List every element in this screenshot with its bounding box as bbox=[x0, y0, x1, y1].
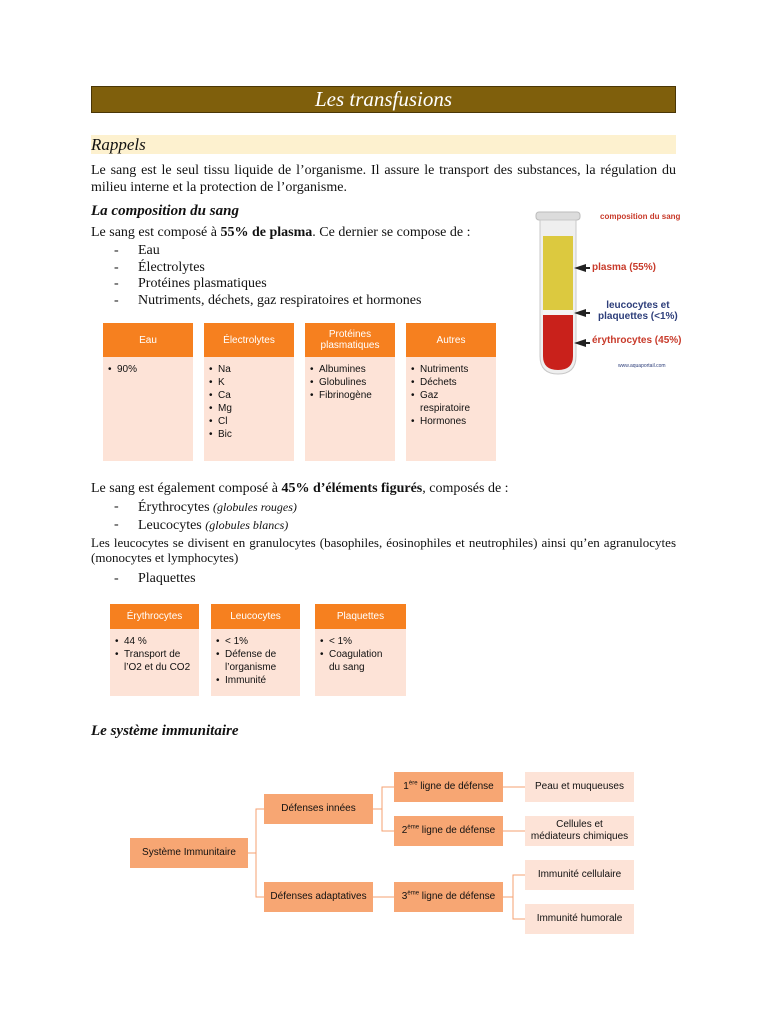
list-item: - Protéines plasmatiques bbox=[114, 276, 267, 291]
list-item: • Albumines bbox=[319, 363, 391, 376]
list-item: • Fibrinogène bbox=[319, 389, 391, 402]
list-item: • K bbox=[218, 376, 290, 389]
plasma-sentence: Le sang est composé à 55% de plasma. Ce dernier se compose de : bbox=[91, 225, 471, 240]
list-item: • Défense de l’organisme bbox=[225, 648, 292, 674]
card-header: Leucocytes bbox=[211, 604, 300, 629]
subheading-immune: Le système immunitaire bbox=[91, 723, 239, 739]
list-item: • Coagulation du sang bbox=[329, 648, 396, 674]
list-item: • Na bbox=[218, 363, 290, 376]
list-item: • 44 % bbox=[124, 635, 191, 648]
list-item: - Électrolytes bbox=[114, 259, 205, 275]
list-item: • Hormones bbox=[420, 415, 482, 428]
figure-title: composition du sang bbox=[600, 212, 681, 221]
node-ligne-2: 2ème ligne de défense bbox=[394, 816, 503, 846]
list-item: • Déchets bbox=[420, 376, 482, 389]
list-item: • Gaz respiratoire bbox=[420, 389, 482, 415]
card-header: Autres bbox=[406, 323, 496, 357]
node-systeme-immunitaire: Système Immunitaire bbox=[130, 838, 248, 868]
card-header: Plaquettes bbox=[315, 604, 406, 629]
list-item: • < 1% bbox=[225, 635, 292, 648]
card-header: Protéines plasmatiques bbox=[305, 323, 395, 357]
card-header: Érythrocytes bbox=[110, 604, 199, 629]
list-item: - Leucocytes (globules blancs) bbox=[114, 516, 289, 533]
node-ligne-3: 3ème ligne de défense bbox=[394, 882, 503, 912]
page-title: Les transfusions bbox=[91, 86, 676, 113]
list-item: • 90% bbox=[117, 363, 189, 376]
node-immunite-humorale: Immunité humorale bbox=[525, 904, 634, 934]
list-item: • Cl bbox=[218, 415, 290, 428]
card-header: Électrolytes bbox=[204, 323, 294, 357]
node-peau-muqueuses: Peau et muqueuses bbox=[525, 772, 634, 802]
node-ligne-1: 1ère ligne de défense bbox=[394, 772, 503, 802]
label-plasma: plasma (55%) bbox=[592, 262, 656, 273]
list-item: - Eau bbox=[114, 243, 160, 258]
intro-paragraph: Le sang est le seul tissu liquide de l’organisme. Il assure le transport des substances, la régulation du milieu interne et la protection de l’organisme. bbox=[91, 163, 676, 195]
list-item: - Érythrocytes (globules rouges) bbox=[114, 499, 297, 515]
label-leucocytes: leucocytes et plaquettes (<1%) bbox=[598, 300, 678, 322]
node-cellules-mediateurs: Cellules et médiateurs chimiques bbox=[525, 816, 634, 846]
node-defenses-innees: Défenses innées bbox=[264, 794, 373, 824]
elements-sentence: Le sang est également composé à 45% d’éléments figurés, composés de : bbox=[91, 481, 509, 496]
list-item: • Globulines bbox=[319, 376, 391, 389]
section-heading-rappels: Rappels bbox=[91, 135, 676, 154]
figure-watermark: www.aquaportail.com bbox=[618, 363, 666, 369]
list-item: - Plaquettes bbox=[114, 571, 196, 586]
node-defenses-adaptatives: Défenses adaptatives bbox=[264, 882, 373, 912]
label-erythrocytes: érythrocytes (45%) bbox=[592, 335, 682, 346]
list-item: • Nutriments bbox=[420, 363, 482, 376]
subheading-composition: La composition du sang bbox=[91, 203, 239, 219]
list-item: • Mg bbox=[218, 402, 290, 415]
leucocytes-paragraph: Les leucocytes se divisent en granulocytes (basophiles, éosinophiles et neutrophiles) ainsi qu’en agranulocytes (monocytes et lymphocytes) bbox=[91, 535, 676, 565]
card-header: Eau bbox=[103, 323, 193, 357]
list-item: • Bic bbox=[218, 428, 290, 441]
list-item: • Immunité bbox=[225, 674, 292, 687]
list-item: • Ca bbox=[218, 389, 290, 402]
list-item: - Nutriments, déchets, gaz respiratoires et hormones bbox=[114, 292, 422, 308]
list-item: • Transport de l’O2 et du CO2 bbox=[124, 648, 191, 674]
node-immunite-cellulaire: Immunité cellulaire bbox=[525, 860, 634, 890]
list-item: • < 1% bbox=[329, 635, 396, 648]
